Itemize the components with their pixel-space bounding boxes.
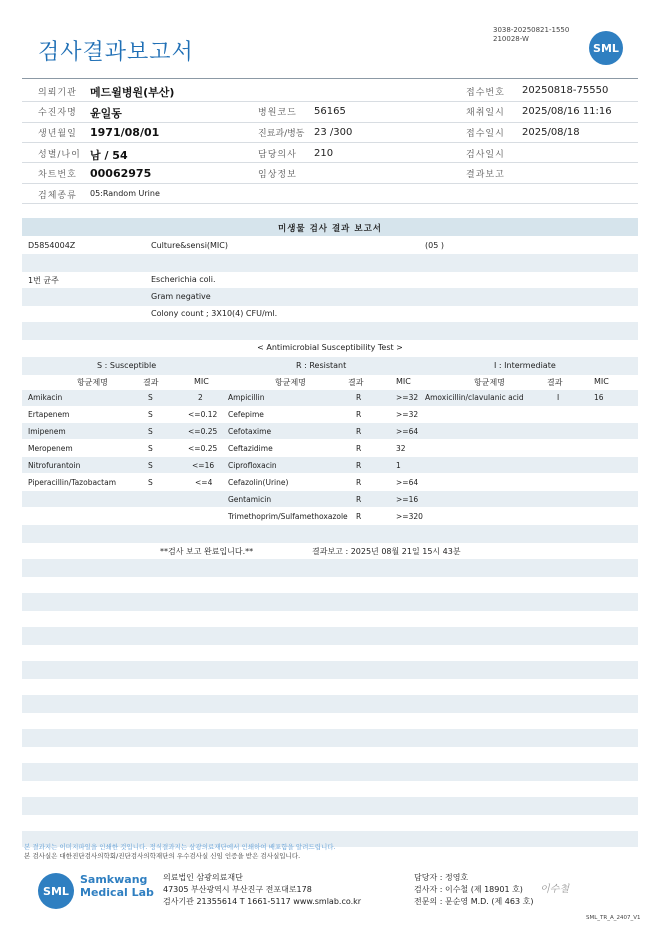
- gram-stain: Gram negative: [151, 292, 211, 301]
- ast-mic: >=320: [396, 512, 423, 521]
- footer-sml-logo: SML: [38, 873, 74, 909]
- footer-address: 47305 부산광역시 부산진구 전포대로178: [163, 885, 312, 894]
- ast-result: R: [356, 478, 362, 487]
- empty-band: [22, 695, 638, 713]
- specimen-value: 05:Random Urine: [90, 189, 160, 198]
- ast-result: S: [148, 461, 153, 470]
- ast-mic: >=64: [396, 427, 419, 436]
- ast-mic: <=4: [195, 478, 213, 487]
- ast-drug: Nitrofurantoin: [28, 461, 81, 470]
- staff-examiner: 검사자 : 이수철 (제 18901 호): [414, 885, 523, 894]
- ast-row-band: [22, 390, 638, 406]
- ast-drug: Ciprofloxacin: [228, 461, 277, 470]
- collect-value: 2025/08/16 11:16: [522, 106, 612, 117]
- receipt-date-value: 2025/08/18: [522, 127, 580, 138]
- divider: [22, 142, 638, 143]
- ast-mic: >=16: [396, 495, 419, 504]
- divider: [22, 183, 638, 184]
- colony-count: Colony count ; 3X10(4) CFU/ml.: [151, 309, 278, 318]
- ast-result: S: [148, 410, 153, 419]
- organism-name: Escherichia coli.: [151, 275, 216, 284]
- footer-org: 의료법인 삼광의료재단: [163, 873, 243, 882]
- col-result-middle: 결과: [348, 378, 364, 387]
- ast-result: R: [356, 461, 362, 470]
- empty-band: [22, 627, 638, 645]
- ast-drug: Amoxicillin/clavulanic acid: [425, 393, 524, 402]
- ast-drug: Cefotaxime: [228, 427, 272, 436]
- ast-result: R: [356, 495, 362, 504]
- receipt-no-label: 접수번호: [466, 88, 505, 98]
- report-label: 결과보고: [466, 170, 505, 180]
- col-drug-middle: 항균제명: [275, 378, 306, 387]
- doctor-value: 210: [314, 148, 334, 159]
- col-drug-left: 항균제명: [77, 378, 108, 387]
- ast-title: < Antimicrobial Susceptibility Test >: [257, 343, 403, 352]
- ast-result: R: [356, 444, 362, 453]
- empty-band: [22, 797, 638, 815]
- staff-manager: 담당자 : 정영호: [414, 873, 469, 882]
- ast-drug: Gentamicin: [228, 495, 272, 504]
- ast-drug: Ampicillin: [228, 393, 265, 402]
- ast-drug: Trimethoprim/Sulfamethoxazole: [228, 512, 348, 521]
- ast-drug: Ceftazidime: [228, 444, 273, 453]
- name-label: 수진자명: [38, 108, 77, 118]
- brand-line2: Medical Lab: [80, 886, 154, 899]
- ast-drug: Cefepime: [228, 410, 264, 419]
- legend-intermediate: I : Intermediate: [494, 361, 556, 370]
- dob-label: 생년월일: [38, 129, 77, 139]
- hosp-code-label: 병원코드: [258, 108, 297, 118]
- divider: [22, 122, 638, 123]
- dob-value: 1971/08/01: [90, 126, 160, 139]
- footer-contact: 검사기관 21355614 T 1661-5117 www.smlab.co.kr: [163, 897, 362, 906]
- ast-mic: <=0.25: [188, 427, 218, 436]
- brand-line1: Samkwang: [80, 873, 148, 886]
- clinical-label: 임상정보: [258, 170, 297, 180]
- empty-band: [22, 729, 638, 747]
- ast-drug: Imipenem: [28, 427, 66, 436]
- receipt-no-value: 20250818-75550: [522, 85, 609, 96]
- ast-result: R: [356, 427, 362, 436]
- legend-resistant: R : Resistant: [296, 361, 347, 370]
- row-band: [22, 288, 638, 306]
- ast-drug: Meropenem: [28, 444, 73, 453]
- ast-mic: 2: [198, 393, 203, 402]
- dept-label: 진료과/병동: [258, 129, 305, 139]
- col-result-left: 결과: [143, 378, 159, 387]
- document-number-line2: 210028-W: [493, 35, 529, 43]
- row-band: [22, 525, 638, 543]
- ast-mic: >=32: [396, 393, 419, 402]
- ast-mic: 1: [396, 461, 401, 470]
- ast-result: S: [148, 478, 153, 487]
- hosp-code-value: 56165: [314, 106, 346, 117]
- test-name: Culture&sensi(MIC): [151, 241, 228, 250]
- dept-value: 23 /300: [314, 127, 353, 138]
- ast-result: R: [356, 410, 362, 419]
- ast-mic: <=0.25: [188, 444, 218, 453]
- row-band: [22, 322, 638, 340]
- notice-certification: 본 검사실은 대한진단검사의학회/진단검사의학재단의 우수검사실 신임 인증을 받은 검사실입니다.: [24, 852, 301, 860]
- collect-label: 채취일시: [466, 108, 505, 118]
- test-code: D5854004Z: [28, 241, 76, 250]
- organism-label: 1번 균주: [28, 276, 59, 285]
- ast-result: S: [148, 427, 153, 436]
- ast-mic: 16: [594, 393, 604, 402]
- document-number-line1: 3038-20250821-1550: [493, 26, 570, 34]
- empty-band: [22, 593, 638, 611]
- empty-band: [22, 661, 638, 679]
- col-drug-right: 항균제명: [474, 378, 505, 387]
- test-number: (05 ): [425, 241, 444, 250]
- doctor-label: 담당의사: [258, 150, 297, 160]
- ast-drug: Ertapenem: [28, 410, 70, 419]
- staff-specialist: 전문의 : 문순영 M.D. (제 463 호): [414, 897, 534, 906]
- report-complete: **검사 보고 완료입니다.**: [160, 547, 254, 556]
- sex-age-value: 남 / 54: [90, 149, 128, 162]
- col-mic-middle: MIC: [396, 377, 411, 386]
- name-value: 윤일동: [90, 107, 122, 120]
- report-time: 결과보고 : 2025년 08월 21일 15시 43분: [312, 547, 461, 556]
- ast-drug: Piperacillin/Tazobactam: [28, 478, 117, 487]
- divider: [22, 203, 638, 204]
- ast-mic: <=16: [192, 461, 215, 470]
- empty-band: [22, 763, 638, 781]
- chart-label: 차트번호: [38, 170, 77, 180]
- form-code: SML_TR_A_2407_V1: [586, 915, 641, 921]
- ast-mic: >=32: [396, 410, 419, 419]
- divider: [22, 78, 638, 79]
- hospital-value: 메드윌병원(부산): [90, 86, 175, 99]
- chart-value: 00062975: [90, 167, 152, 180]
- ast-result: S: [148, 444, 153, 453]
- ast-row-band: [22, 491, 638, 507]
- empty-band: [22, 559, 638, 577]
- page-title: 검사결과보고서: [38, 40, 194, 65]
- receipt-date-label: 접수일시: [466, 129, 505, 139]
- ast-mic: >=64: [396, 478, 419, 487]
- sml-logo: SML: [589, 31, 623, 65]
- footer-brand: [80, 873, 154, 899]
- divider: [22, 162, 638, 163]
- row-band: [22, 254, 638, 272]
- section-title: 미생물 검사 결과 보고서: [278, 224, 382, 234]
- divider: [22, 101, 638, 102]
- specimen-label: 검체종류: [38, 191, 77, 201]
- test-date-label: 검사일시: [466, 150, 505, 160]
- col-mic-right: MIC: [594, 377, 609, 386]
- ast-mic: 32: [396, 444, 406, 453]
- ast-drug: Amikacin: [28, 393, 63, 402]
- ast-row-band: [22, 423, 638, 439]
- signature: 이수철: [540, 884, 569, 895]
- ast-result: I: [557, 393, 560, 402]
- ast-result: S: [148, 393, 153, 402]
- col-mic-left: MIC: [194, 377, 209, 386]
- ast-result: R: [356, 393, 362, 402]
- document-number: [493, 26, 569, 44]
- hospital-label: 의뢰기관: [38, 88, 77, 98]
- col-result-right: 결과: [547, 378, 563, 387]
- legend-susceptible: S : Susceptible: [97, 361, 157, 370]
- ast-mic: <=0.12: [188, 410, 218, 419]
- ast-drug: Cefazolin(Urine): [228, 478, 289, 487]
- notice-image-print: 본 결과지는 이미지파일을 인쇄한 것입니다. 정식결과지는 삼광의료재단에서 인쇄하여 배포함을 알려드립니다.: [24, 843, 336, 851]
- ast-result: R: [356, 512, 362, 521]
- ast-row-band: [22, 457, 638, 473]
- sex-age-label: 성별/나이: [38, 150, 81, 160]
